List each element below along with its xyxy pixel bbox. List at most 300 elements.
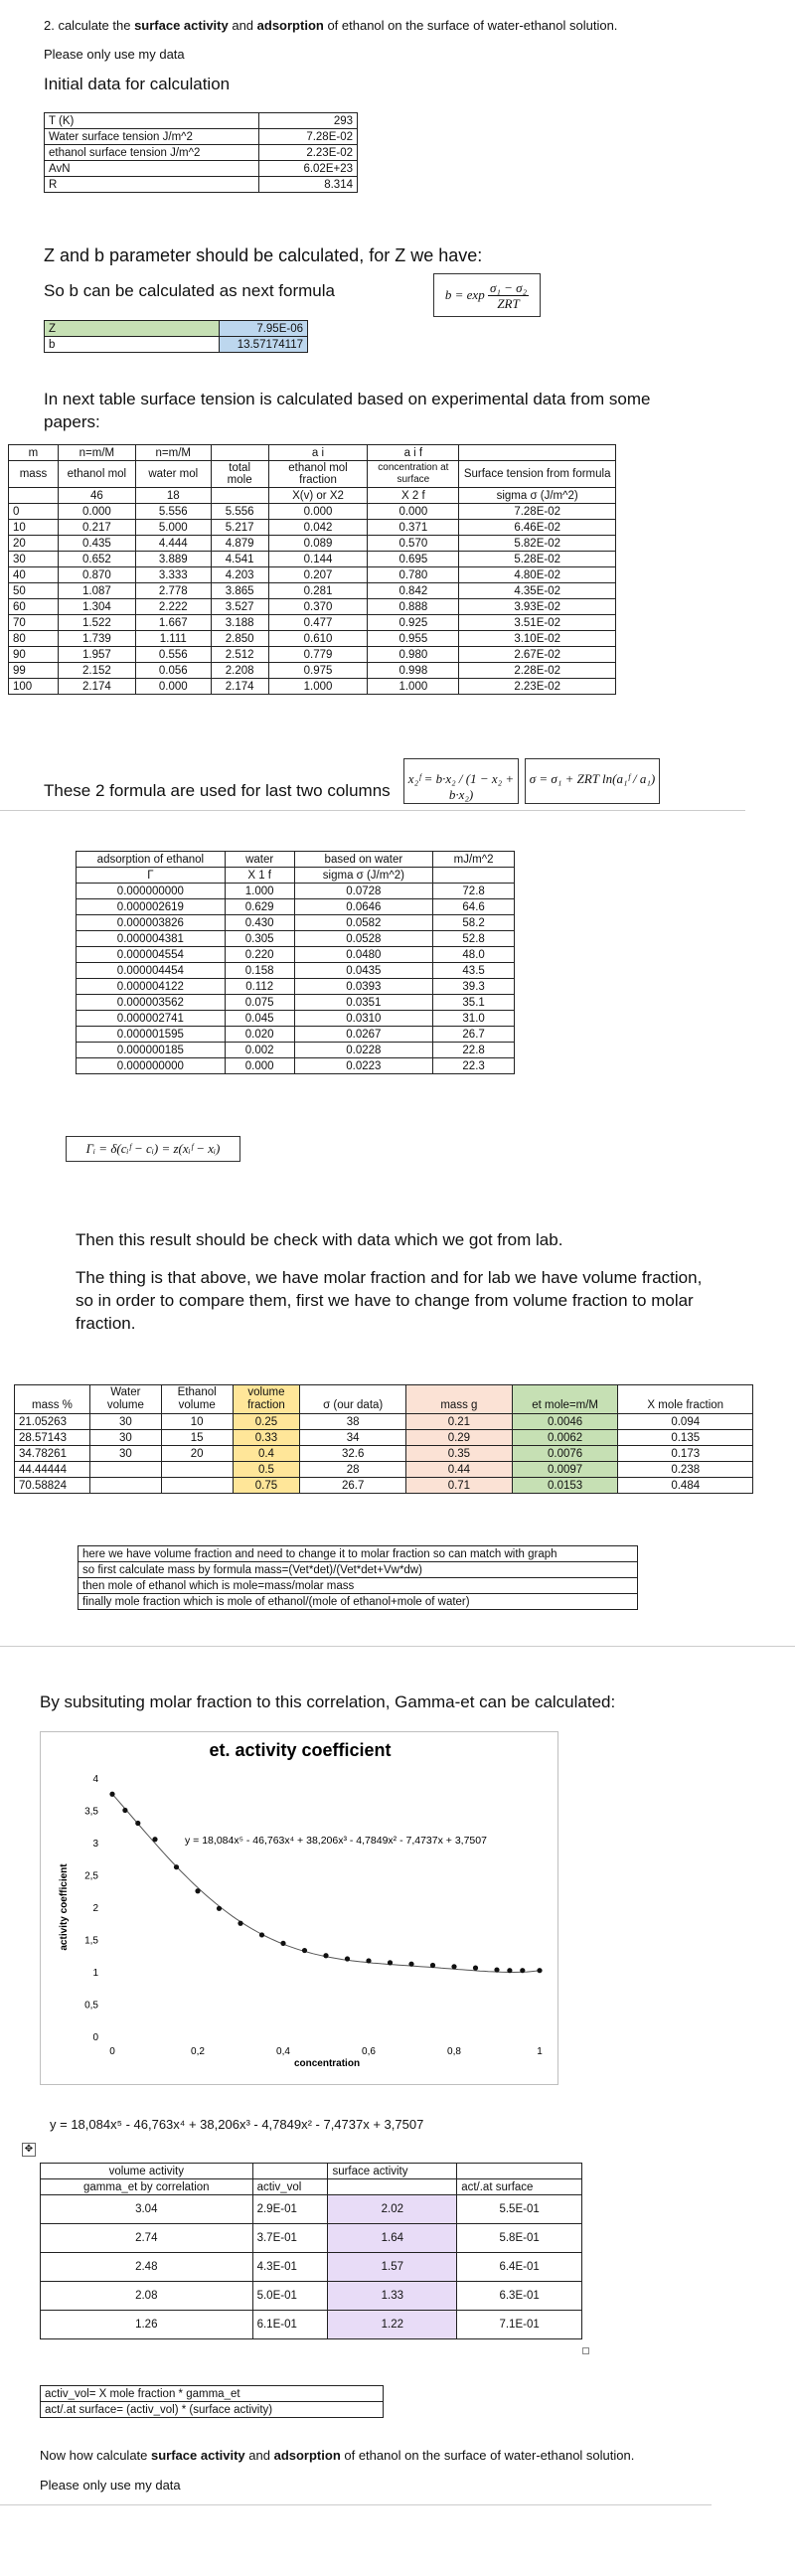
lab-header-cell: mass % xyxy=(15,1385,90,1414)
st-cell: 7.28E-02 xyxy=(459,504,616,520)
st-header-cell: 18 xyxy=(135,488,211,504)
lab-note-row xyxy=(79,1594,638,1610)
initial-data-table xyxy=(44,112,358,193)
param-label: AvN xyxy=(45,161,259,177)
lab-header-cell: volume fraction xyxy=(233,1385,300,1414)
act-header-cell: surface activity xyxy=(328,2164,457,2179)
ads-header-cell: mJ/m^2 xyxy=(433,852,515,868)
ads-cell: 0.000004454 xyxy=(77,963,226,979)
st-cell: 50 xyxy=(9,583,59,599)
ads-cell: 48.0 xyxy=(433,947,515,963)
st-header-cell xyxy=(459,445,616,461)
st-cell: 4.541 xyxy=(211,552,268,567)
data-point xyxy=(152,1837,157,1842)
lab-cell: 10 xyxy=(161,1414,233,1430)
lab-cell: 28.57143 xyxy=(15,1430,90,1446)
outro-please-note: Please only use my data xyxy=(40,2478,181,2493)
lab-para-1: Then this result should be check with data which we got from lab. xyxy=(76,1230,563,1249)
act-header-cell xyxy=(457,2164,582,2179)
data-point xyxy=(366,1958,371,1963)
act-cell: 4.3E-01 xyxy=(252,2253,328,2282)
lab-data-row xyxy=(15,1430,753,1446)
task-text: and xyxy=(228,18,257,33)
ads-cell: 0.0310 xyxy=(294,1011,433,1027)
y-tick-label: 2,5 xyxy=(84,1870,98,1882)
activity-notes-table xyxy=(40,2385,384,2418)
lab-header-cell: Water volume xyxy=(89,1385,161,1414)
st-header-cell: 46 xyxy=(58,488,135,504)
act-note-row xyxy=(41,2386,384,2402)
st-cell: 1.667 xyxy=(135,615,211,631)
act-cell: 2.74 xyxy=(41,2224,253,2253)
b-value: 13.57174117 xyxy=(220,337,308,353)
st-cell: 99 xyxy=(9,663,59,679)
st-cell: 0.925 xyxy=(368,615,459,631)
lab-cell xyxy=(161,1462,233,1478)
st-cell: 0.370 xyxy=(268,599,368,615)
st-cell: 3.10E-02 xyxy=(459,631,616,647)
lab-para-2: The thing is that above, we have molar fraction and for lab we have volume fraction, so in order to compare them, first we have to change from volume fraction to molar fraction. xyxy=(76,1268,703,1333)
st-cell: 3.527 xyxy=(211,599,268,615)
st-cell: 0.217 xyxy=(58,520,135,536)
b-formula-fraction xyxy=(488,280,529,312)
st-cell: 0.000 xyxy=(268,504,368,520)
x-tick-label: 0,6 xyxy=(362,2046,376,2057)
ads-header-cell xyxy=(433,868,515,884)
act-cell: 2.02 xyxy=(328,2195,457,2224)
ads-data-row xyxy=(77,1058,515,1074)
ads-cell: 0.158 xyxy=(225,963,294,979)
ads-cell: 39.3 xyxy=(433,979,515,995)
param-label: R xyxy=(45,177,259,193)
ads-cell: 0.000002619 xyxy=(77,899,226,915)
lab-note-row xyxy=(79,1578,638,1594)
trendline xyxy=(112,1794,540,1972)
outro-text: Now how calculate xyxy=(40,2448,151,2463)
initial-data-row xyxy=(45,145,358,161)
lab-data-row xyxy=(15,1478,753,1494)
st-cell: 0.207 xyxy=(268,567,368,583)
lab-cell: 0.094 xyxy=(618,1414,753,1430)
st-data-row xyxy=(9,583,616,599)
lab-cell: 0.484 xyxy=(618,1478,753,1494)
lab-data-row xyxy=(15,1446,753,1462)
lab-header-row xyxy=(15,1385,753,1414)
st-data-row xyxy=(9,567,616,583)
lab-data-row xyxy=(15,1462,753,1478)
param-label: T (K) xyxy=(45,113,259,129)
y-tick-label: 1,5 xyxy=(84,1935,98,1947)
st-data-row xyxy=(9,536,616,552)
st-cell: 0.089 xyxy=(268,536,368,552)
ads-data-row xyxy=(77,947,515,963)
lab-cell: 0.0062 xyxy=(512,1430,618,1446)
z-row xyxy=(45,321,308,337)
adsorption-formula: Γᵢ = δ(cᵢᶠ − cᵢ) = z(xᵢᶠ − xᵢ) xyxy=(66,1136,240,1162)
data-point xyxy=(109,1792,114,1797)
st-header-row xyxy=(9,445,616,461)
lab-cell: 0.0076 xyxy=(512,1446,618,1462)
st-cell: 0.695 xyxy=(368,552,459,567)
ads-data-row xyxy=(77,931,515,947)
st-cell: 2.23E-02 xyxy=(459,679,616,695)
act-data-row xyxy=(41,2253,582,2282)
st-cell: 0.610 xyxy=(268,631,368,647)
act-data-row xyxy=(41,2282,582,2311)
ads-cell: 0.0528 xyxy=(294,931,433,947)
st-header-cell: total mole xyxy=(211,461,268,488)
ads-cell: 0.305 xyxy=(225,931,294,947)
st-cell: 0.000 xyxy=(368,504,459,520)
st-header-cell: ethanol mol xyxy=(58,461,135,488)
act-cell: 7.1E-01 xyxy=(457,2311,582,2339)
x-axis-label: concentration xyxy=(293,2058,361,2069)
lab-cell: 0.4 xyxy=(233,1446,300,1462)
ads-cell: 31.0 xyxy=(433,1011,515,1027)
st-cell: 4.879 xyxy=(211,536,268,552)
lab-cell: 20 xyxy=(161,1446,233,1462)
lab-header-cell: X mole fraction xyxy=(618,1385,753,1414)
data-point xyxy=(430,1963,435,1968)
st-cell: 2.28E-02 xyxy=(459,663,616,679)
ads-cell: 64.6 xyxy=(433,899,515,915)
ads-cell: 0.000003562 xyxy=(77,995,226,1011)
st-cell: 0.042 xyxy=(268,520,368,536)
st-header-cell: n=m/M xyxy=(58,445,135,461)
act-note: activ_vol= X mole fraction * gamma_et xyxy=(41,2386,384,2402)
lab-cell: 15 xyxy=(161,1430,233,1446)
activity-chart xyxy=(41,1732,559,2086)
lab-cell: 0.0097 xyxy=(512,1462,618,1478)
st-cell: 2.778 xyxy=(135,583,211,599)
ads-data-row xyxy=(77,884,515,899)
st-cell: 0.371 xyxy=(368,520,459,536)
st-header-cell: X(v) or X2 xyxy=(268,488,368,504)
act-cell: 1.26 xyxy=(41,2311,253,2339)
data-point xyxy=(259,1932,264,1937)
st-header-row xyxy=(9,488,616,504)
st-header-cell: concentration at surface xyxy=(368,461,459,488)
ads-cell: 22.8 xyxy=(433,1043,515,1058)
st-cell: 1.522 xyxy=(58,615,135,631)
st-header-cell xyxy=(211,488,268,504)
ads-cell: 0.0480 xyxy=(294,947,433,963)
st-cell: 4.35E-02 xyxy=(459,583,616,599)
lab-cell xyxy=(89,1478,161,1494)
lab-cell: 0.173 xyxy=(618,1446,753,1462)
ads-cell: 0.0351 xyxy=(294,995,433,1011)
lab-note: so first calculate mass by formula mass=(Vet*det)/(Vet*det+Vw*dw) xyxy=(79,1562,638,1578)
b-label: b xyxy=(45,337,220,353)
outro-text: and xyxy=(244,2448,274,2463)
lab-cell xyxy=(161,1478,233,1494)
act-cell: 1.57 xyxy=(328,2253,457,2282)
act-cell: 2.9E-01 xyxy=(252,2195,328,2224)
lab-cell: 30 xyxy=(89,1430,161,1446)
task-text: 2. calculate the xyxy=(44,18,135,33)
act-cell: 1.22 xyxy=(328,2311,457,2339)
act-cell: 1.64 xyxy=(328,2224,457,2253)
data-point xyxy=(451,1964,456,1969)
st-cell: 100 xyxy=(9,679,59,695)
lab-cell: 0.71 xyxy=(406,1478,513,1494)
surface-tension-table xyxy=(8,444,616,695)
ads-data-row xyxy=(77,1011,515,1027)
data-point xyxy=(408,1962,413,1967)
ads-cell: 0.430 xyxy=(225,915,294,931)
lab-cell: 0.75 xyxy=(233,1478,300,1494)
z-value: 7.95E-06 xyxy=(220,321,308,337)
st-cell: 5.556 xyxy=(135,504,211,520)
task-text: of ethanol on the surface of water-ethanol solution. xyxy=(323,18,618,33)
st-cell: 0.955 xyxy=(368,631,459,647)
st-cell: 70 xyxy=(9,615,59,631)
st-cell: 5.556 xyxy=(211,504,268,520)
lab-cell: 0.25 xyxy=(233,1414,300,1430)
data-point xyxy=(473,1966,478,1971)
zb-table xyxy=(44,320,308,353)
act-header-row xyxy=(41,2164,582,2179)
st-header-cell: mass xyxy=(9,461,59,488)
st-cell: 1.111 xyxy=(135,631,211,647)
param-value: 6.02E+23 xyxy=(259,161,358,177)
st-cell: 2.222 xyxy=(135,599,211,615)
y-tick-label: 3,5 xyxy=(84,1806,98,1818)
ads-cell: 0.000003826 xyxy=(77,915,226,931)
ads-cell: 0.045 xyxy=(225,1011,294,1027)
x-tick-label: 0 xyxy=(109,2046,115,2057)
lab-notes-table xyxy=(78,1545,638,1610)
lab-cell: 0.238 xyxy=(618,1462,753,1478)
lab-cell: 26.7 xyxy=(300,1478,406,1494)
st-cell: 2.512 xyxy=(211,647,268,663)
param-value: 7.28E-02 xyxy=(259,129,358,145)
data-point xyxy=(174,1864,179,1869)
ads-header-cell: Γ xyxy=(77,868,226,884)
outro-bold-surface-activity: surface activity xyxy=(151,2448,245,2463)
surface-fraction-formula: x₂ᶠ = b·x₂ / (1 − x₂ + b·x₂) xyxy=(403,758,519,804)
act-header-cell: gamma_et by correlation xyxy=(41,2179,253,2195)
st-cell: 1.304 xyxy=(58,599,135,615)
data-point xyxy=(388,1960,393,1965)
act-cell: 3.04 xyxy=(41,2195,253,2224)
st-cell: 30 xyxy=(9,552,59,567)
ads-cell: 26.7 xyxy=(433,1027,515,1043)
ads-cell: 0.000000000 xyxy=(77,884,226,899)
act-header-cell: activ_vol xyxy=(252,2179,328,2195)
st-cell: 0.870 xyxy=(58,567,135,583)
ads-cell: 0.0393 xyxy=(294,979,433,995)
surface-tension-heading: In next table surface tension is calculated based on experimental data from some papers: xyxy=(44,390,651,431)
b-formula-numerator: σ₁ − σ₂ xyxy=(489,280,528,295)
zb-heading: Z and b parameter should be calculated, for Z we have: xyxy=(44,245,483,265)
st-cell: 5.82E-02 xyxy=(459,536,616,552)
correlation-equation: y = 18,084x⁵ - 46,763x⁴ + 38,206x³ - 4,7849x² - 7,4737x + 3,7507 xyxy=(50,2117,424,2132)
act-header-cell xyxy=(252,2164,328,2179)
st-data-row xyxy=(9,599,616,615)
lab-note: finally mole fraction which is mole of ethanol/(mole of ethanol+mole of water) xyxy=(79,1594,638,1610)
st-cell: 60 xyxy=(9,599,59,615)
lab-note: then mole of ethanol which is mole=mass/molar mass xyxy=(79,1578,638,1594)
lab-cell: 34 xyxy=(300,1430,406,1446)
lab-cell: 0.0046 xyxy=(512,1414,618,1430)
lab-cell: 30 xyxy=(89,1446,161,1462)
st-cell: 1.087 xyxy=(58,583,135,599)
ads-cell: 0.000004381 xyxy=(77,931,226,947)
st-cell: 5.217 xyxy=(211,520,268,536)
table-resize-handle-icon[interactable] xyxy=(582,2347,589,2354)
st-header-cell: m xyxy=(9,445,59,461)
chart-title: et. activity coefficient xyxy=(209,1740,392,1760)
lab-cell: 0.135 xyxy=(618,1430,753,1446)
st-cell: 3.333 xyxy=(135,567,211,583)
ads-cell: 52.8 xyxy=(433,931,515,947)
ads-header-cell: water xyxy=(225,852,294,868)
data-point xyxy=(507,1968,512,1973)
data-point xyxy=(195,1888,200,1893)
act-header-cell xyxy=(328,2179,457,2195)
st-header-cell: n=m/M xyxy=(135,445,211,461)
x-tick-label: 0,4 xyxy=(276,2046,290,2057)
x-tick-label: 0,8 xyxy=(447,2046,461,2057)
outro-text: of ethanol on the surface of water-ethanol solution. xyxy=(340,2448,635,2463)
st-cell: 0.144 xyxy=(268,552,368,567)
page-break-line xyxy=(0,810,745,811)
b-formula xyxy=(433,273,541,317)
st-cell: 0.000 xyxy=(58,504,135,520)
y-axis-label: activity coefficient xyxy=(59,1863,70,1951)
table-move-handle-icon[interactable]: ✥ xyxy=(22,2143,36,2157)
st-cell: 0.435 xyxy=(58,536,135,552)
data-point xyxy=(238,1921,242,1926)
b-row xyxy=(45,337,308,353)
st-cell: 3.889 xyxy=(135,552,211,567)
gamma-heading: By subsituting molar fraction to this correlation, Gamma-et can be calculated: xyxy=(40,1692,616,1711)
ads-cell: 0.002 xyxy=(225,1043,294,1058)
act-cell: 1.33 xyxy=(328,2282,457,2311)
st-data-row xyxy=(9,615,616,631)
formula-note: These 2 formula are used for last two columns xyxy=(44,781,391,800)
ads-cell: 0.0582 xyxy=(294,915,433,931)
ads-header-cell: X 1 f xyxy=(225,868,294,884)
ads-data-row xyxy=(77,995,515,1011)
st-data-row xyxy=(9,552,616,567)
ads-cell: 0.0646 xyxy=(294,899,433,915)
act-note-row xyxy=(41,2402,384,2418)
data-point xyxy=(217,1906,222,1911)
param-value: 8.314 xyxy=(259,177,358,193)
act-header-cell: act/.at surface xyxy=(457,2179,582,2195)
st-data-row xyxy=(9,520,616,536)
lab-cell: 0.21 xyxy=(406,1414,513,1430)
st-cell: 4.203 xyxy=(211,567,268,583)
st-header-cell: ethanol mol fraction xyxy=(268,461,368,488)
st-header-cell: water mol xyxy=(135,461,211,488)
st-cell: 1.000 xyxy=(368,679,459,695)
lab-cell: 21.05263 xyxy=(15,1414,90,1430)
st-cell: 80 xyxy=(9,631,59,647)
ads-cell: 72.8 xyxy=(433,884,515,899)
ads-cell: 0.112 xyxy=(225,979,294,995)
ads-cell: 0.000000000 xyxy=(77,1058,226,1074)
ads-cell: 0.000001595 xyxy=(77,1027,226,1043)
x-tick-label: 1 xyxy=(537,2046,543,2057)
lab-cell: 28 xyxy=(300,1462,406,1478)
ads-cell: 0.000004122 xyxy=(77,979,226,995)
lab-data-row xyxy=(15,1414,753,1430)
st-data-row xyxy=(9,679,616,695)
initial-data-row xyxy=(45,177,358,193)
st-cell: 3.188 xyxy=(211,615,268,631)
lab-cell: 30 xyxy=(89,1414,161,1430)
lab-cell: 0.0153 xyxy=(512,1478,618,1494)
ads-cell: 0.0728 xyxy=(294,884,433,899)
st-cell: 0.000 xyxy=(135,679,211,695)
activity-table xyxy=(40,2163,582,2339)
ads-cell: 0.000004554 xyxy=(77,947,226,963)
section-divider xyxy=(0,1646,795,1647)
trendline-label: y = 18,084x⁵ - 46,763x⁴ + 38,206x³ - 4,7849x² - 7,4737x + 3,7507 xyxy=(185,1835,487,1847)
y-tick-label: 1 xyxy=(92,1968,98,1979)
activity-chart-frame xyxy=(40,1731,558,2085)
ads-data-row xyxy=(77,979,515,995)
initial-data-row xyxy=(45,129,358,145)
act-cell: 6.3E-01 xyxy=(457,2282,582,2311)
y-tick-label: 2 xyxy=(92,1903,98,1914)
lab-table xyxy=(14,1384,753,1494)
ads-data-row xyxy=(77,963,515,979)
st-data-row xyxy=(9,647,616,663)
data-point xyxy=(537,1968,542,1973)
st-header-cell xyxy=(211,445,268,461)
act-header-cell: volume activity xyxy=(41,2164,253,2179)
zb-subheading: So b can be calculated as next formula xyxy=(44,281,335,300)
lab-header-cell: Ethanol volume xyxy=(161,1385,233,1414)
data-point xyxy=(302,1948,307,1953)
ads-cell: 0.220 xyxy=(225,947,294,963)
st-cell: 2.152 xyxy=(58,663,135,679)
lab-note-row xyxy=(79,1546,638,1562)
y-tick-label: 0 xyxy=(92,2032,98,2043)
ads-data-row xyxy=(77,915,515,931)
st-cell: 0.056 xyxy=(135,663,211,679)
act-cell: 3.7E-01 xyxy=(252,2224,328,2253)
st-cell: 2.67E-02 xyxy=(459,647,616,663)
b-formula-lhs: b = exp xyxy=(444,286,485,302)
ads-cell: 0.629 xyxy=(225,899,294,915)
param-label: ethanol surface tension J/m^2 xyxy=(45,145,259,161)
lab-note: here we have volume fraction and need to change it to molar fraction so can match with graph xyxy=(79,1546,638,1562)
st-cell: 5.000 xyxy=(135,520,211,536)
lab-header-cell: et mole=m/M xyxy=(512,1385,618,1414)
act-cell: 2.48 xyxy=(41,2253,253,2282)
st-header-cell xyxy=(9,488,59,504)
lab-cell: 0.44 xyxy=(406,1462,513,1478)
lab-cell: 34.78261 xyxy=(15,1446,90,1462)
lab-cell xyxy=(89,1462,161,1478)
ads-data-row xyxy=(77,899,515,915)
lab-note-row xyxy=(79,1562,638,1578)
outro-task-statement xyxy=(40,2448,775,2463)
surface-tension-formula: σ = σ₁ + ZRT ln(a₁ᶠ / a₁) xyxy=(525,758,660,804)
act-cell: 2.08 xyxy=(41,2282,253,2311)
ads-header-cell: based on water xyxy=(294,852,433,868)
st-cell: 6.46E-02 xyxy=(459,520,616,536)
st-header-cell: a i xyxy=(268,445,368,461)
st-cell: 0.556 xyxy=(135,647,211,663)
ads-cell: 1.000 xyxy=(225,884,294,899)
param-value: 2.23E-02 xyxy=(259,145,358,161)
